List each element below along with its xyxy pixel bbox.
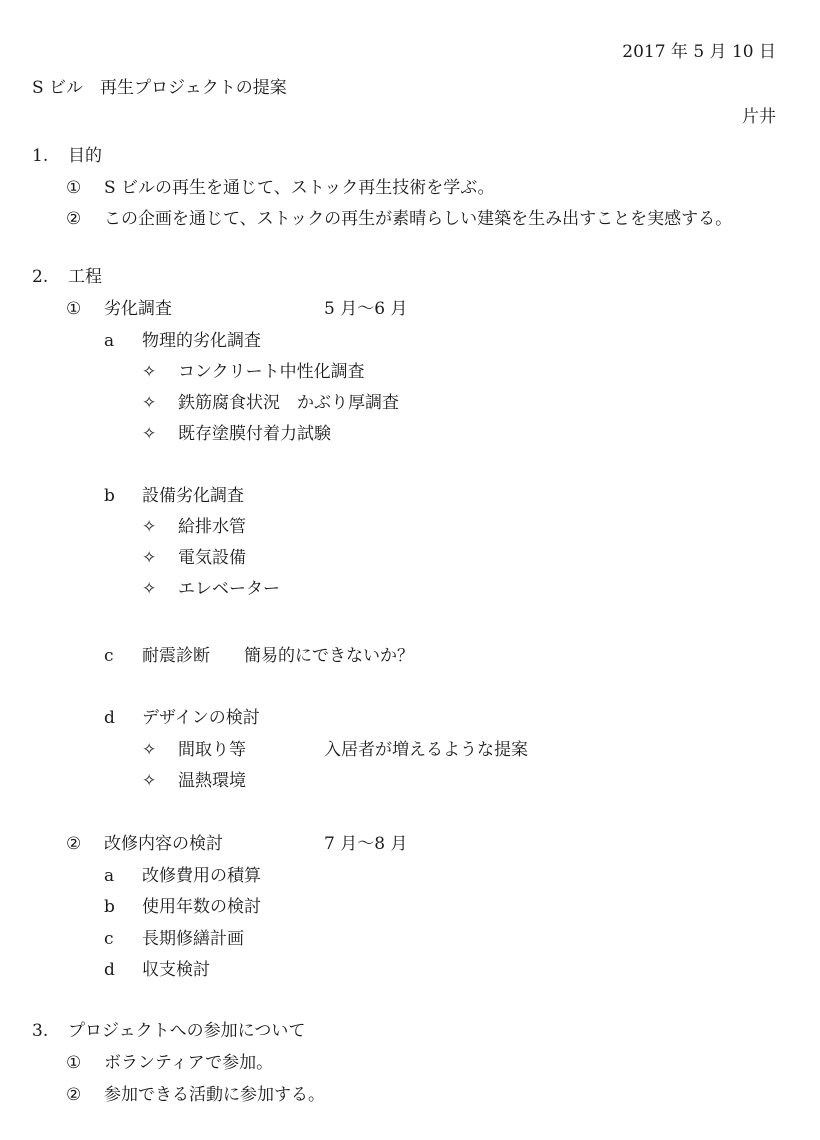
sub-item-marker: b: [104, 897, 115, 917]
list-item: 参加できる活動に参加する。: [104, 1085, 325, 1105]
bullet-item: エレベーター: [178, 579, 280, 599]
bullet-item: 給排水管: [178, 517, 246, 537]
sub-item-marker: a: [104, 331, 115, 351]
bullet-icon: ✧: [142, 579, 157, 599]
phase-period: 7 月〜8 月: [324, 834, 408, 854]
phase-period: 5 月〜6 月: [324, 299, 408, 319]
sub-item: 使用年数の検討: [142, 897, 261, 917]
bullet-icon: ✧: [142, 548, 157, 568]
sub-item-marker: b: [104, 486, 115, 506]
sub-item: 長期修繕計画: [142, 929, 244, 949]
phase-title: 改修内容の検討: [104, 834, 223, 854]
sub-item: 設備劣化調査: [142, 486, 244, 506]
bullet-item: コンクリート中性化調査: [178, 362, 365, 382]
bullet-icon: ✧: [142, 517, 157, 537]
bullet-icon: ✧: [142, 362, 157, 382]
document-author: 片井: [742, 107, 776, 127]
document-date: 2017 年 5 月 10 日: [622, 42, 776, 62]
sub-item-marker: d: [104, 960, 115, 980]
sub-item: 収支検討: [142, 960, 210, 980]
list-item-marker: ②: [66, 1085, 82, 1105]
sub-item-marker: a: [104, 866, 115, 886]
bullet-icon: ✧: [142, 740, 157, 760]
bullet-item: 間取り等: [178, 740, 246, 760]
bullet-item: 温熱環境: [178, 771, 246, 791]
sub-item: デザインの検討: [142, 708, 260, 728]
bullet-item: 既存塗膜付着力試験: [178, 424, 331, 444]
bullet-icon: ✧: [142, 424, 157, 444]
list-item: この企画を通じて、ストックの再生が素晴らしい建築を生み出すことを実感する。: [104, 209, 733, 229]
sub-item: 改修費用の積算: [142, 866, 261, 886]
document-title: S ビル 再生プロジェクトの提案: [32, 78, 287, 98]
list-item-marker: ①: [66, 1053, 82, 1073]
list-item-marker: ①: [66, 299, 82, 319]
bullet-item: 鉄筋腐食状況 かぶり厚調査: [178, 393, 399, 413]
list-item-marker: ①: [66, 178, 82, 198]
section-number: 1.: [32, 146, 49, 166]
bullet-icon: ✧: [142, 771, 157, 791]
bullet-icon: ✧: [142, 393, 157, 413]
sub-item: 耐震診断 簡易的にできないか？: [142, 646, 414, 666]
phase-title: 劣化調査: [104, 299, 172, 319]
sub-item-marker: c: [104, 646, 114, 666]
sub-item-marker: d: [104, 708, 115, 728]
section-title: プロジェクトへの参加について: [68, 1021, 306, 1041]
section-number: 2.: [32, 267, 49, 287]
sub-item: 物理的劣化調査: [142, 331, 261, 351]
bullet-item: 電気設備: [178, 548, 246, 568]
sub-item-marker: c: [104, 929, 114, 949]
bullet-note: 入居者が増えるような提案: [324, 740, 528, 760]
list-item-marker: ②: [66, 834, 82, 854]
section-title: 工程: [68, 267, 102, 287]
list-item: ボランティアで参加。: [104, 1053, 274, 1073]
list-item: S ビルの再生を通じて、ストック再生技術を学ぶ。: [104, 178, 495, 198]
section-number: 3.: [32, 1021, 49, 1041]
list-item-marker: ②: [66, 209, 82, 229]
section-title: 目的: [68, 146, 102, 166]
